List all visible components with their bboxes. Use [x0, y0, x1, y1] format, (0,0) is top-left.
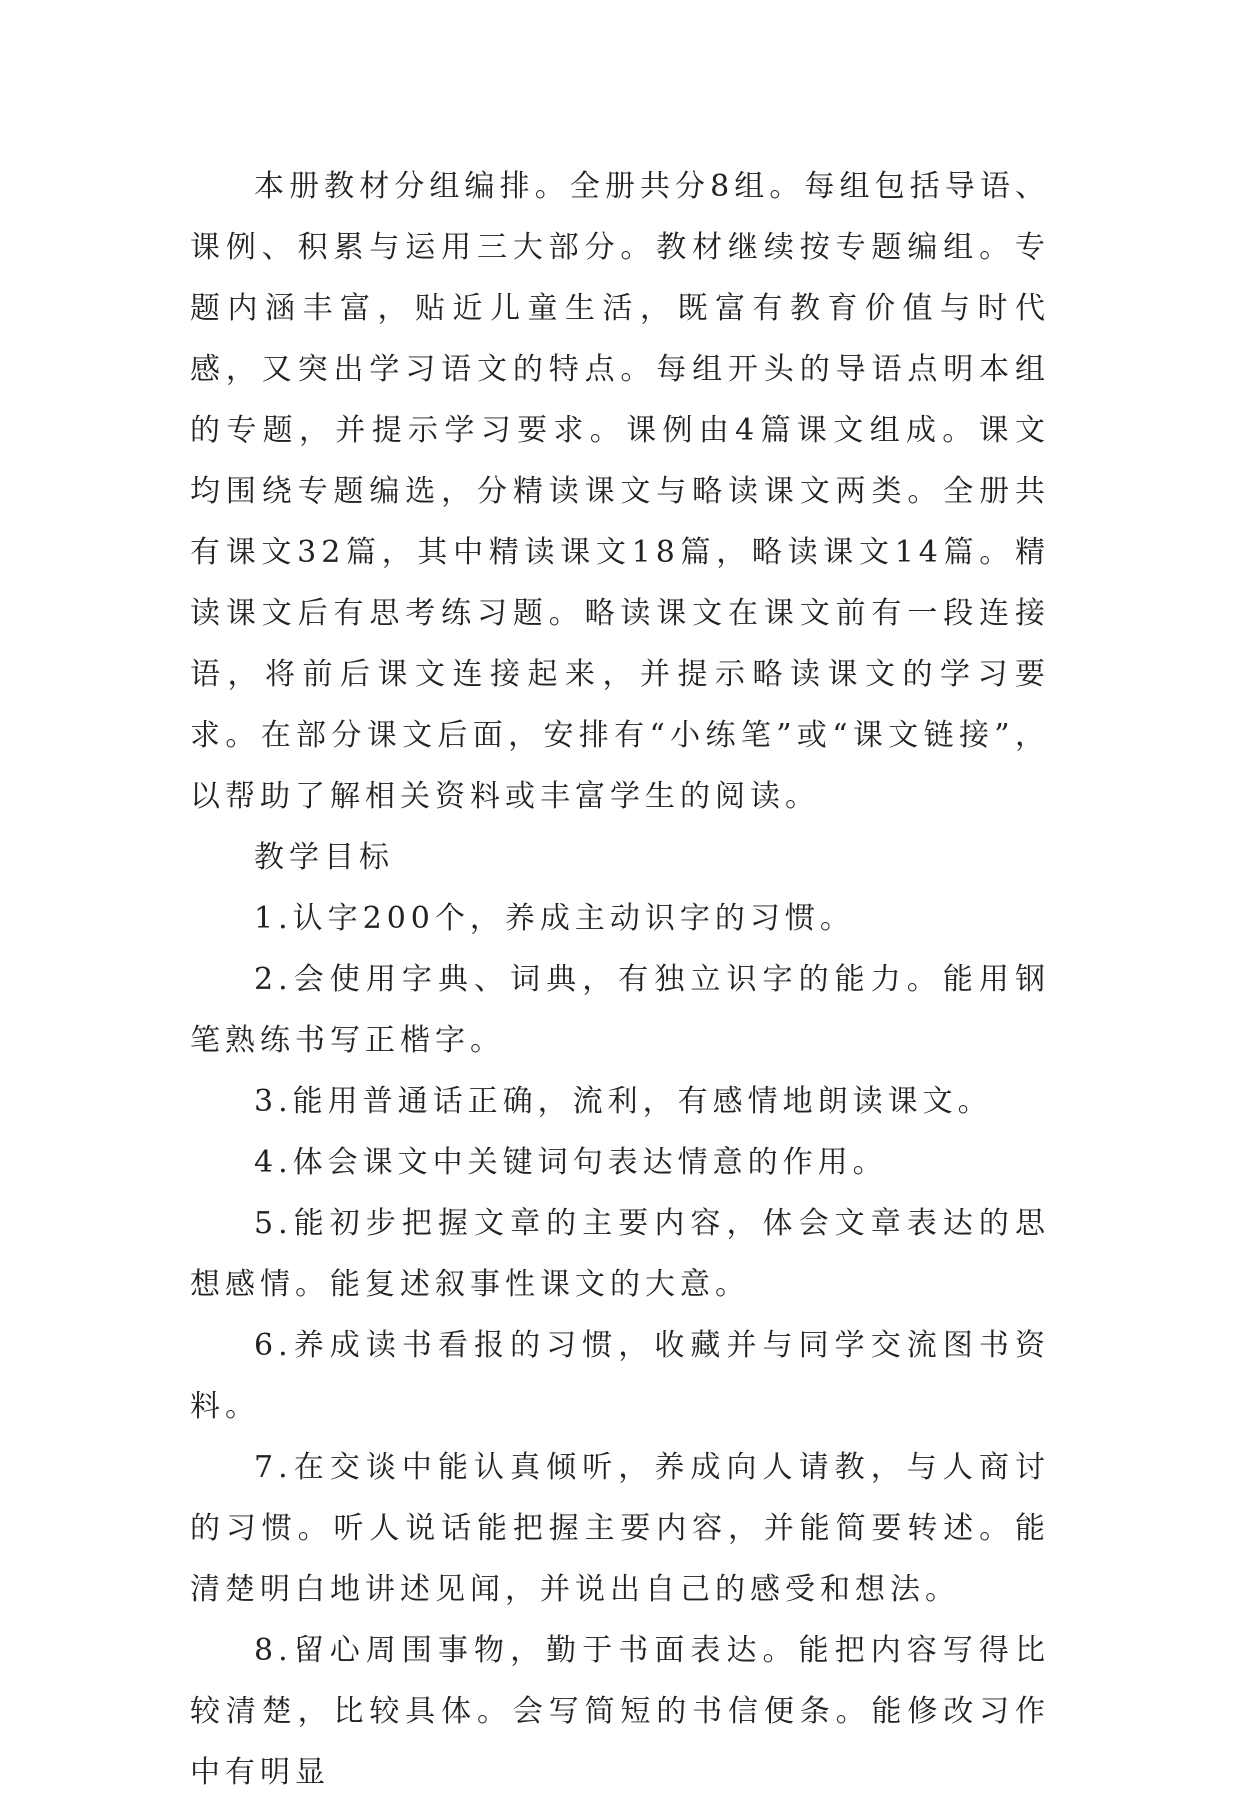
- goal-item-2: 2.会使用字典、词典，有独立识字的能力。能用钢笔熟练书写正楷字。: [190, 962, 1050, 1058]
- intro-paragraph: 本册教材分组编排。全册共分8组。每组包括导语、课例、积累与运用三大部分。教材继续按专题编组。专题内涵丰富，贴近儿童生活，既富有教育价值与时代感，又突出学习语文的特点。每组开头的导语点明本组的专题，并提示学习要求。课例由4篇课文组成。课文均围绕专题编选，分精读课文与略读课文两类。全册共有课文32篇，其中精读课文18篇，略读课文14篇。精读课文后有思考练习题。略读课文在课文前有一段连接语，将前后课文连接起来，并提示略读课文的学习要求。在部分课文后面，安排有“小练笔”或“课文链接”，以帮助了解相关资料或丰富学生的阅读。: [190, 169, 1050, 814]
- goal-item-4: 4.体会课文中关键词句表达情意的作用。: [254, 1145, 888, 1180]
- goal-item-7: 7.在交谈中能认真倾听，养成向人请教，与人商讨的习惯。听人说话能把握主要内容，并能简要转述。能清楚明白地讲述见闻，并说出自己的感受和想法。: [190, 1450, 1050, 1607]
- section-heading: 教学目标: [254, 840, 394, 875]
- document-body: [190, 156, 1050, 1803]
- goal-item-3: 3.能用普通话正确，流利，有感情地朗读课文。: [254, 1084, 993, 1119]
- goal-item-1: 1.认字200个，养成主动识字的习惯。: [254, 901, 855, 936]
- goal-item-6: 6.养成读书看报的习惯，收藏并与同学交流图书资料。: [190, 1328, 1050, 1424]
- goal-item-8: 8.留心周围事物，勤于书面表达。能把内容写得比较清楚，比较具体。会写简短的书信便条。能修改习作中有明显: [190, 1633, 1050, 1790]
- goal-item-5: 5.能初步把握文章的主要内容，体会文章表达的思想感情。能复述叙事性课文的大意。: [190, 1206, 1050, 1302]
